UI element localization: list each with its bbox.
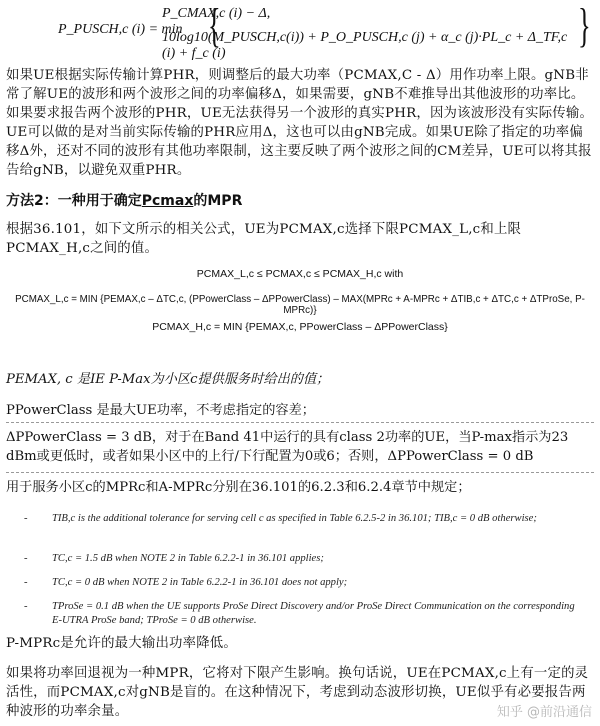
paragraph-text: 根据36.101，如下文所示的相关公式，UE为PCMAX,c选择下限PCMAX_L,c和上限PCMAX_H,c之间的值。	[6, 222, 522, 256]
list-item	[6, 512, 594, 542]
paragraph-text: P-MPRc是允许的最大输出功率降低。	[6, 636, 237, 651]
paragraph-text: 如果将功率回退视为一种MPR，它将对下限产生影响。换句话说，UE在PCMAX,c上有一定的灵活性，而PCMAX,c对gNB是盲的。在这种情况下，考虑到动态波形切换，UE似乎有必要报告两种波形的功率余量。	[6, 666, 589, 719]
pusch-power-equation	[58, 0, 591, 61]
bullet-dash: -	[24, 553, 28, 564]
note-text: TC,c = 0 dB when NOTE 2 in Table 6.2.2-1 in 36.101 does not apply;	[52, 577, 348, 588]
definition-text: PEMAX, c 是IE P-Max为小区c提供服务时给出的值；	[6, 372, 330, 387]
paragraph-text: 如果UE根据实际传输计算PHR，则调整后的最大功率（PCMAX,C - Δ）用作功率上限。gNB非常了解UE的波形和两个波形之间的功率偏移Δ，如果需要，gNB不难推导出其他波形的功率比。如果要求报告两个波形的PHR，UE无法获得另一个波形的真实PHR，因为该波形没有实际传输。UE可以做的是对当前实际传输的PHR应用Δ，这也可以由gNB完成。如果UE除了指定的功率偏移Δ外，还对不同的波形有其他功率限制，这主要反映了两个波形之间的CM差异，UE可以将其报告给gNB，以避免双重PHR。	[6, 68, 594, 178]
heading-suffix: 的MPR	[193, 193, 243, 209]
definition-text: 用于服务小区c的MPRc和A-MPRc分别在36.101的6.2.3和6.2.4章节中规定；	[6, 480, 471, 495]
equation-line-2: 10log10(M_PUSCH,c(i)) + P_O_PUSCH,c (j) + α_c (j)·PL_c + Δ_TF,c (i) + f_c (i)	[162, 30, 568, 61]
formula-upper-bound: PCMAX_H,c = MIN {PEMAX,c, PPowerClass – ΔPPowerClass}	[152, 321, 448, 333]
definition-line-2: dBm或更低时，或者如果小区中的上行/下行配置为0或6；否则，ΔPPowerClass = 0 dB	[6, 449, 534, 464]
formula-lower-bound: PCMAX_L,c = MIN {PEMAX,c – ΔTC,c, (PPowerClass – ΔPPowerClass) – MAX(MPRc + A-MPRc + ΔTIB,c + ΔTC,c + ΔTProSe, P-MPRc)}	[15, 294, 585, 316]
watermark: 知乎 @前沿通信	[496, 705, 592, 720]
definition-text: PPowerClass 是最大UE功率，不考虑指定的容差；	[6, 403, 315, 418]
definition-delta-ppowerclass	[6, 428, 594, 466]
equation-lhs: P_PUSCH,c (i) = min	[58, 22, 183, 37]
left-brace-icon: {	[208, 0, 221, 52]
equation-line-1: P_CMAX,c (i) − Δ,	[162, 6, 271, 21]
note-text: TC,c = 1.5 dB when NOTE 2 in Table 6.2.2-1 in 36.101 applies;	[52, 553, 324, 564]
list-item	[6, 552, 594, 568]
definition-mpr	[6, 478, 594, 497]
right-brace-icon: }	[578, 0, 591, 52]
heading-prefix: 方法2：一种用于确定	[6, 193, 142, 209]
definition-line-1: ΔPPowerClass = 3 dB，对于在Band 41中运行的具有class 2功率的UE，当P-max指示为23	[6, 430, 569, 445]
section-heading	[6, 190, 242, 210]
formula-bounds: PCMAX_L,c ≤ PCMAX,c ≤ PCMAX_H,c with	[196, 268, 404, 280]
list-item	[6, 576, 594, 592]
note-text: TIB,c is the additional tolerance for serving cell c as specified in Table 6.2.5-2 in 36.101; TIB,c = 0 dB otherwise;	[52, 513, 537, 524]
paragraph-pcmax-range	[6, 220, 594, 258]
definition-ppowerclass	[6, 401, 594, 420]
definition-pemax	[6, 370, 594, 389]
note-text: TProSe = 0.1 dB when the UE supports ProSe Direct Discovery and/or ProSe Direct Communication on the corresponding E-UTRA ProSe band; TProSe = 0 dB otherwise.	[52, 601, 575, 626]
divider	[6, 422, 594, 423]
heading-underlined: Pcmax	[141, 193, 194, 209]
paragraph-phr-explanation	[6, 66, 594, 180]
list-item	[6, 600, 594, 630]
bullet-dash: -	[24, 601, 28, 612]
divider	[6, 472, 594, 473]
paragraph-pmpr	[6, 634, 594, 653]
bullet-dash: -	[24, 513, 28, 524]
bullet-dash: -	[24, 577, 28, 588]
